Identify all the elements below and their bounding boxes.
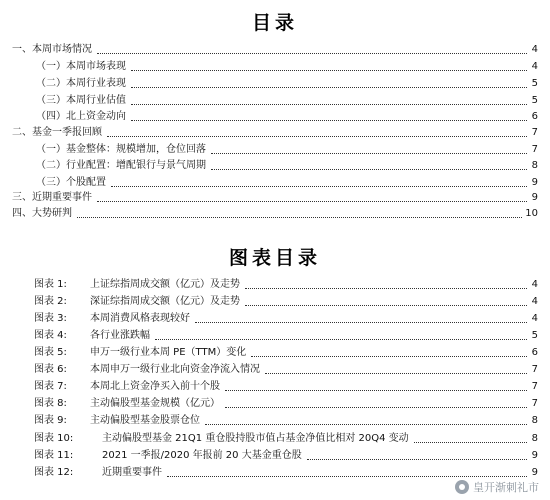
dot-leader [205,424,527,425]
figure-entry-page: 6 [531,347,538,358]
figure-entry[interactable] [34,432,538,446]
toc-entry-page: 7 [531,144,538,155]
figure-entry[interactable] [34,380,538,394]
toc-entry-label: （一）本周市场表现 [36,61,126,72]
dot-leader [245,305,527,306]
toc-entry-label: （三）个股配置 [36,177,106,188]
dot-leader [167,476,527,477]
figure-entry-label: 各行业涨跌幅 [90,330,150,341]
figure-entry-page: 5 [531,330,538,341]
wechat-logo-icon [455,480,469,494]
figure-entry-page: 4 [531,296,538,307]
figure-entry-label: 近期重要事件 [102,467,162,478]
figure-number: 图表 3: [34,313,67,324]
figure-number: 图表 10: [34,433,74,444]
figure-entry[interactable] [34,414,538,428]
toc-entry-page: 4 [531,61,538,72]
watermark-text: 皇开渐刺礼市 [473,481,539,494]
toc-entry-label: 三、近期重要事件 [12,192,92,203]
dot-leader [265,373,527,374]
figure-entry-page: 4 [531,279,538,290]
figure-entry-label: 本周消费风格表现较好 [90,313,190,324]
figure-entry-page: 9 [531,450,538,461]
watermark [452,478,542,496]
figures-title: 图表目录 [228,247,321,269]
figure-entry-page: 9 [531,467,538,478]
toc-entry[interactable] [36,159,538,173]
figure-entry-page: 8 [531,415,538,426]
figure-number: 图表 9: [34,415,67,426]
figure-entry-label: 主动偏股型基金股票仓位 [90,415,200,426]
dot-leader [251,356,527,357]
figure-number: 图表 11: [34,450,74,461]
toc-entry-page: 4 [531,44,538,55]
dot-leader [107,136,527,137]
figure-number: 图表 4: [34,330,67,341]
dot-leader [225,407,527,408]
figure-entry-page: 7 [531,364,538,375]
figure-entry[interactable] [34,346,538,360]
toc-entry[interactable] [36,77,538,91]
dot-leader [97,53,527,54]
toc-entry-label: （四）北上资金动向 [36,111,126,122]
figure-entry-label: 主动偏股型基金 21Q1 重仓股持股市值占基金净值比相对 20Q4 变动 [102,433,409,444]
toc-entry[interactable] [12,43,538,57]
figure-entry-label: 本周北上资金净买入前十个股 [90,381,220,392]
figure-entry-label: 本周申万一级行业北向资金净流入情况 [90,364,260,375]
dot-leader [111,186,527,187]
toc-entry[interactable] [12,207,538,221]
toc-entry-page: 5 [531,95,538,106]
figure-entry-label: 主动偏股型基金规模（亿元） [90,398,220,409]
toc-entry-label: 四、大势研判 [12,208,72,219]
figure-entry-label: 2021 一季报/2020 年报前 20 大基金重仓股 [102,450,302,461]
toc-entry-page: 8 [531,160,538,171]
figure-number: 图表 7: [34,381,67,392]
toc-entry[interactable] [36,143,538,157]
figure-number: 图表 2: [34,296,67,307]
dot-leader [211,153,527,154]
dot-leader [77,217,522,218]
figure-entry[interactable] [34,295,538,309]
figure-entry[interactable] [34,449,538,463]
toc-entry-label: （二）行业配置：增配银行与景气周期 [36,160,206,171]
figure-entry[interactable] [34,363,538,377]
dot-leader [211,169,527,170]
dot-leader [131,70,527,71]
figure-entry-page: 8 [531,433,538,444]
figure-entry-label: 深证综指周成交额（亿元）及走势 [90,296,240,307]
dot-leader [131,87,527,88]
toc-entry[interactable] [36,176,538,190]
toc-entry-label: （二）本周行业表现 [36,78,126,89]
toc-entry-label: （一）基金整体：规模增加，仓位回落 [36,144,206,155]
toc-entry-page: 9 [531,192,538,203]
figure-number: 图表 6: [34,364,67,375]
figure-entry-page: 4 [531,313,538,324]
dot-leader [155,339,527,340]
figure-entry[interactable] [34,329,538,343]
toc-entry-label: （三）本周行业估值 [36,95,126,106]
figure-number: 图表 1: [34,279,67,290]
toc-entry-page: 7 [531,127,538,138]
figure-entry[interactable] [34,278,538,292]
figure-entry-page: 7 [531,381,538,392]
toc-entry[interactable] [12,191,538,205]
figure-entry-page: 7 [531,398,538,409]
toc-entry[interactable] [36,94,538,108]
toc-entry[interactable] [12,126,538,140]
figure-entry[interactable] [34,312,538,326]
figure-number: 图表 8: [34,398,67,409]
toc-entry[interactable] [36,60,538,74]
figure-entry-label: 上证综指周成交额（亿元）及走势 [90,279,240,290]
dot-leader [97,201,527,202]
dot-leader [414,442,527,443]
dot-leader [195,322,527,323]
figure-number: 图表 12: [34,467,74,478]
dot-leader [225,390,527,391]
toc-title: 目录 [251,12,298,34]
toc-entry-label: 一、本周市场情况 [12,44,92,55]
dot-leader [131,120,527,121]
toc-entry-page: 9 [531,177,538,188]
figure-entry-label: 申万一级行业本周 PE（TTM）变化 [90,347,247,358]
toc-entry-page: 10 [525,208,538,219]
toc-entry[interactable] [36,110,538,124]
figure-number: 图表 5: [34,347,67,358]
toc-entry-page: 5 [531,78,538,89]
toc-entry-page: 6 [531,111,538,122]
dot-leader [131,104,527,105]
toc-entry-label: 二、基金一季报回顾 [12,127,102,138]
dot-leader [245,288,527,289]
dot-leader [307,459,527,460]
figure-entry[interactable] [34,397,538,411]
